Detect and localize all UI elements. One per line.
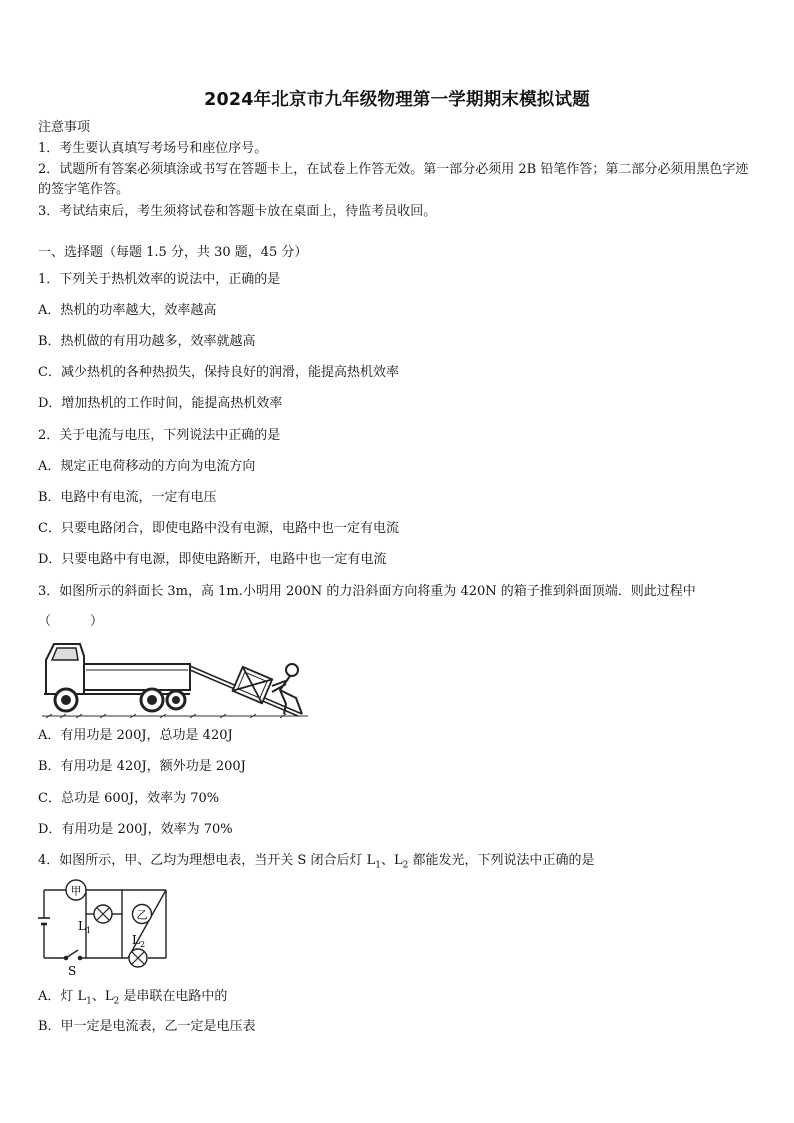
- lamp-l1: [78, 905, 112, 935]
- crate: [233, 667, 273, 703]
- notice-item-3: 3．考试结束后，考生须将试卷和答题卡放在桌面上，待监考员收回。: [38, 204, 437, 219]
- q2-option-d: D．只要电路中有电源，即使电路断开，电路中也一定有电流: [38, 552, 387, 567]
- section-heading: 一、选择题（每题 1.5 分，共 30 题，45 分）: [38, 245, 308, 260]
- q3-option-d: D．有用功是 200J，效率为 70%: [38, 822, 233, 837]
- q3-option-a: A．有用功是 200J，总功是 420J: [38, 728, 233, 743]
- l1-label: $L_1$: [78, 919, 92, 935]
- ammeter-jia: [66, 880, 86, 900]
- q1-option-b: B．热机做的有用功越多，效率就越高: [38, 334, 256, 349]
- q2-option-c: C．只要电路闭合，即使电路中没有电源，电路中也一定有电流: [38, 521, 399, 536]
- l2-label: $L_2$: [132, 933, 146, 949]
- q1-option-a: A．热机的功率越大，效率越高: [38, 303, 217, 318]
- q2-option-a: A．规定正电荷移动的方向为电流方向: [38, 459, 256, 474]
- q1-option-d: D．增加热机的工作时间，能提高热机效率: [38, 396, 283, 411]
- q3-option-b: B．有用功是 420J，额外功是 200J: [38, 759, 246, 774]
- q4-stem: 4．如图所示，甲、乙均为理想电表，当开关 S 闭合后灯 $L_1$、$L_2$ 都能发光，下列说法中正确的是: [38, 853, 595, 871]
- notice-item-1: 1．考生要认真填写考场号和座位序号。: [38, 141, 268, 156]
- q4-option-a: A．灯 $L_1$、$L_2$ 是串联在电路中的: [38, 989, 228, 1007]
- q3-blank: （ ）: [38, 614, 104, 629]
- voltmeter-yi: [133, 905, 152, 924]
- q4-option-b: B．甲一定是电流表，乙一定是电压表: [38, 1019, 256, 1034]
- notice-heading: 注意事项: [38, 120, 91, 135]
- truck-ramp-figure: [40, 636, 310, 720]
- meter-yi-label: 乙: [136, 908, 148, 922]
- q3-option-c: C．总功是 600J，效率为 70%: [38, 791, 220, 806]
- q2-option-b: B．电路中有电流，一定有电压: [38, 490, 217, 505]
- q3-stem: 3．如图所示的斜面长 3m，高 1m.小明用 200N 的力沿斜面方向将重为 420N 的箱子推到斜面顶端．则此过程中: [38, 584, 696, 599]
- ground: [42, 714, 308, 718]
- circuit-diagram: [38, 878, 188, 978]
- switch-label: S: [68, 964, 77, 978]
- q2-stem: 2．关于电流与电压，下列说法中正确的是: [38, 428, 281, 443]
- q1-stem: 1．下列关于热机效率的说法中，正确的是: [38, 272, 281, 287]
- meter-jia-label: 甲: [70, 884, 82, 898]
- q1-option-c: C．减少热机的各种热损失，保持良好的润滑，能提高热机效率: [38, 365, 399, 380]
- page-title: 2024年北京市九年级物理第一学期期末模拟试题: [204, 90, 590, 110]
- truck: [44, 644, 190, 711]
- notice-item-2: 2．试题所有答案必须填涂或书写在答题卡上，在试卷上作答无效。第一部分必须用 2B 铅笔作答；第二部分必须用黑色字迹的签字笔作答。: [38, 162, 749, 197]
